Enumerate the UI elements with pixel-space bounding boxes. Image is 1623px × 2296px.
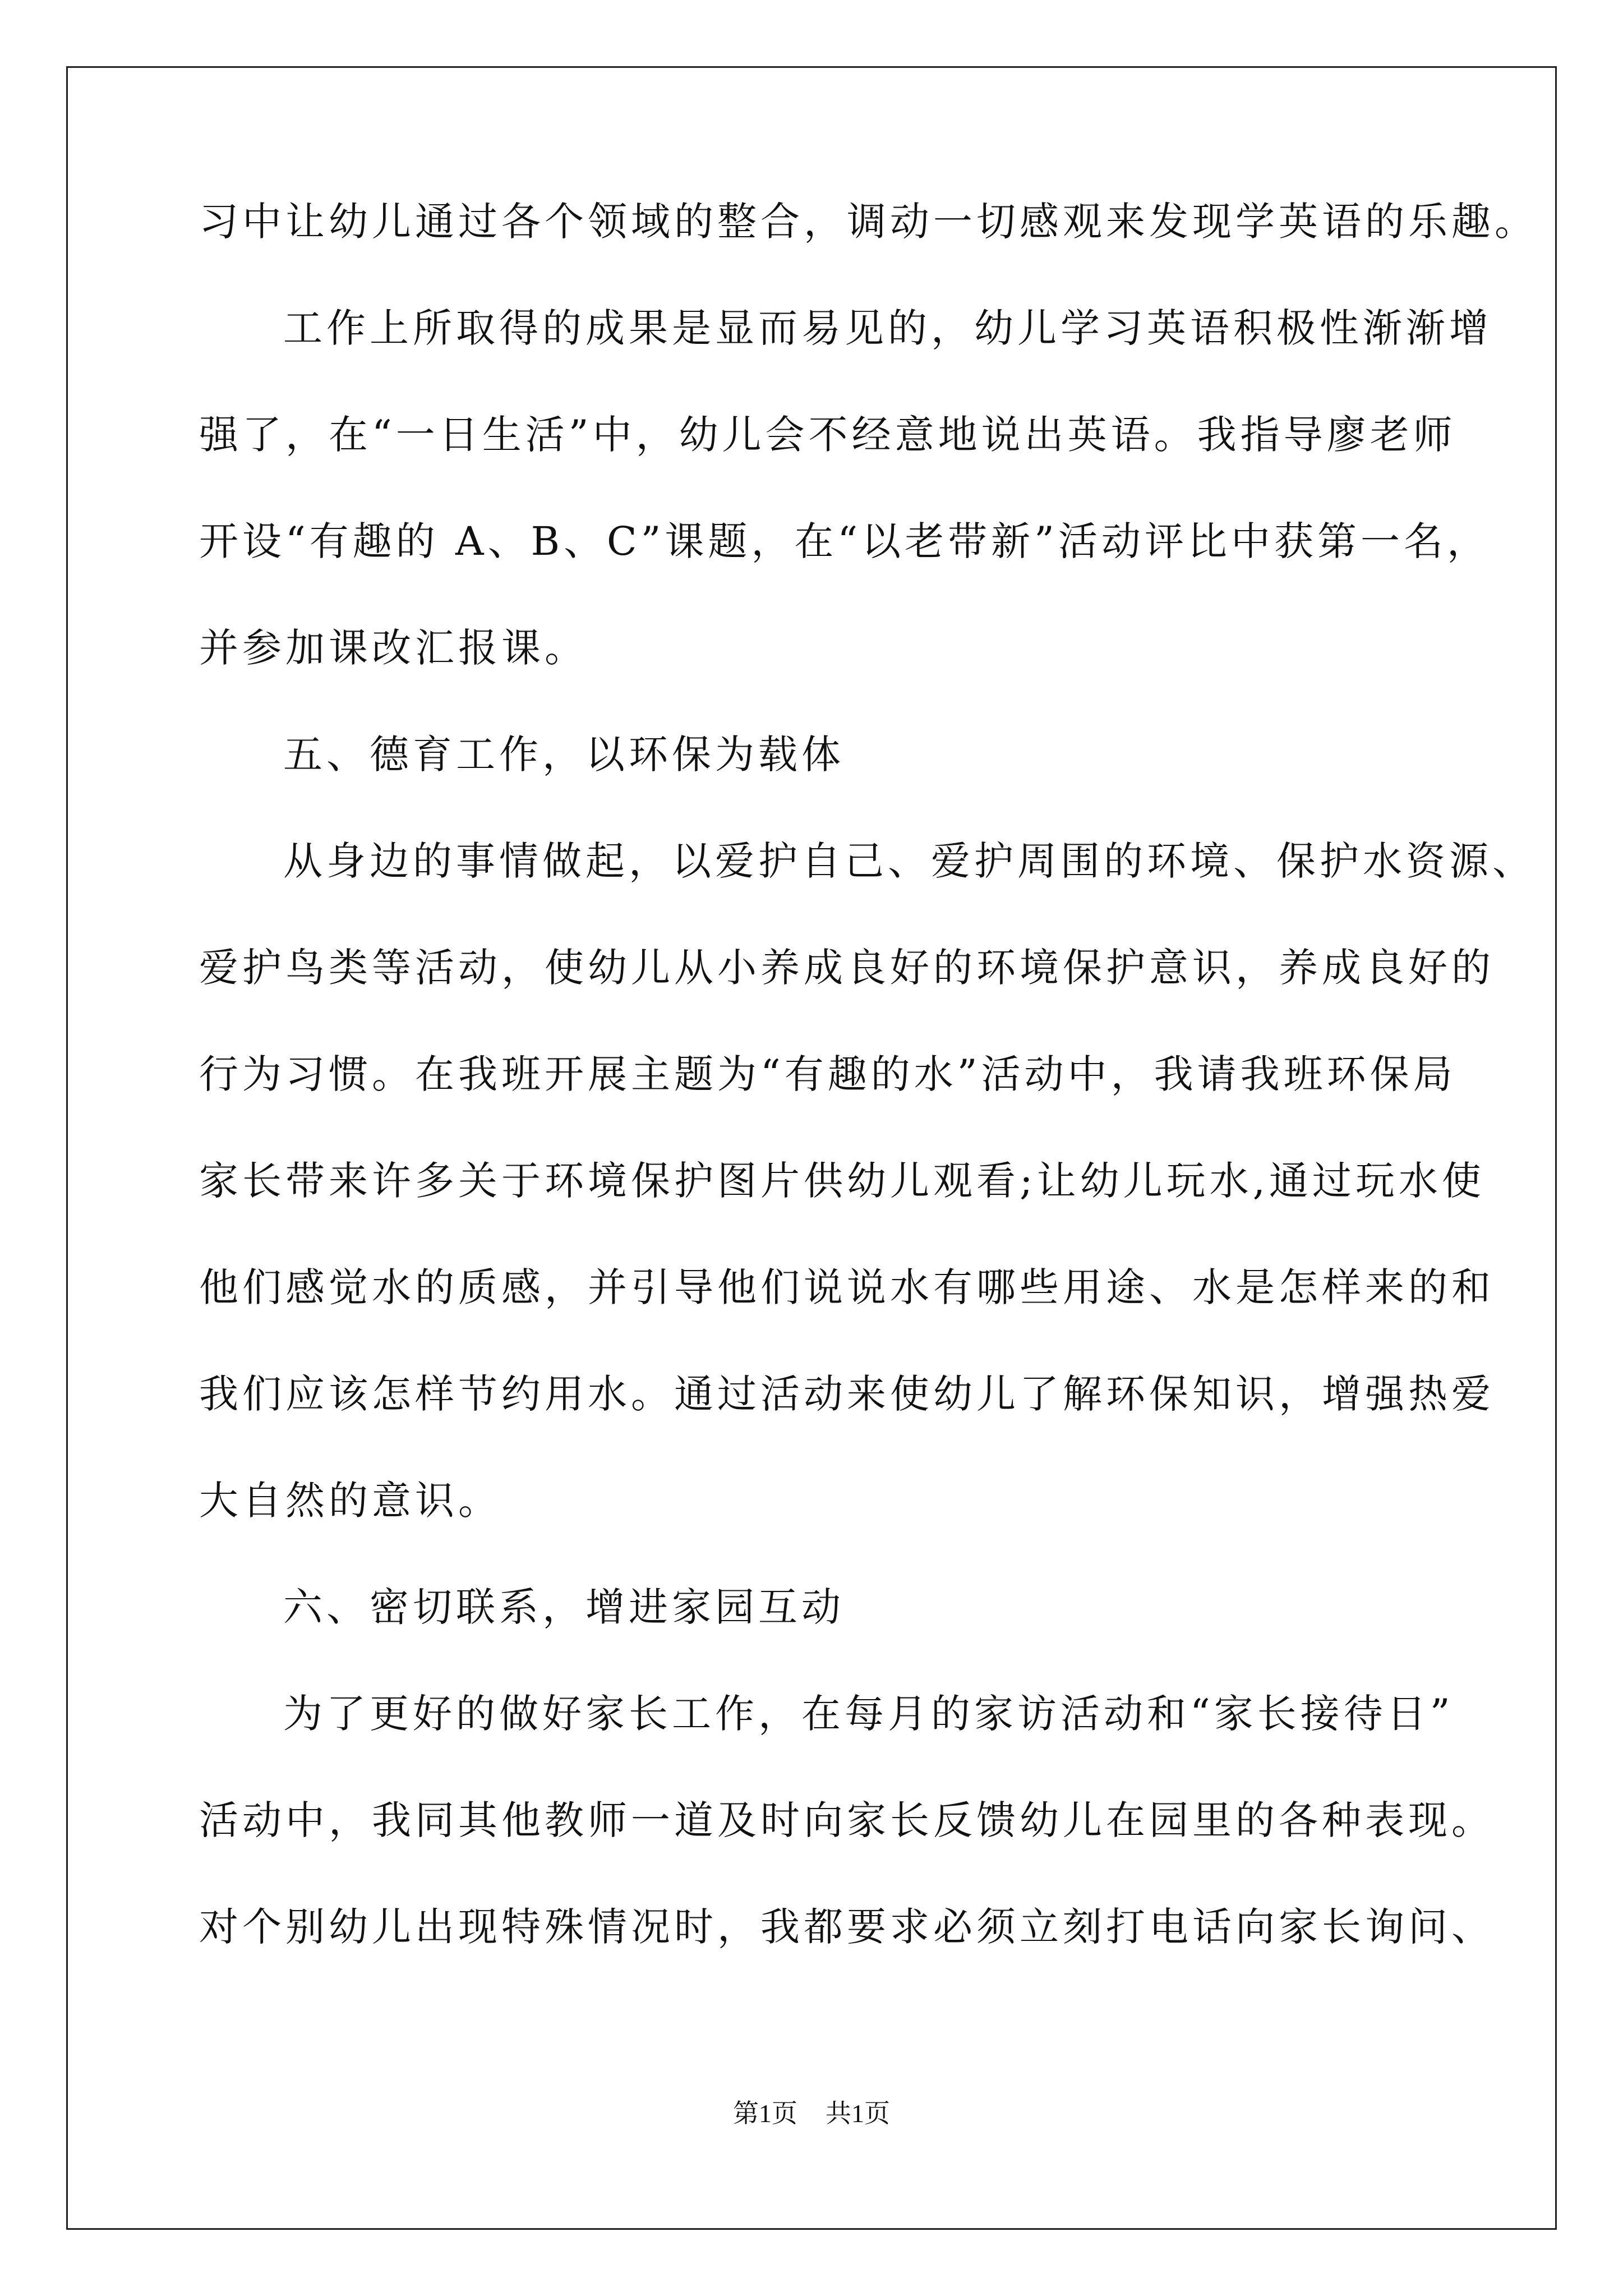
text-line: 家长带来许多关于环境保护图片供幼儿观看;让幼儿玩水,通过玩水使 <box>199 1158 1485 1204</box>
text-line: 他们感觉水的质感，并引导他们说说水有哪些用途、水是怎样来的和 <box>199 1264 1495 1310</box>
text-line: 习中让幼儿通过各个领域的整合，调动一切感观来发现学英语的乐趣。 <box>199 199 1538 245</box>
section-heading: 五、德育工作，以环保为载体 <box>283 731 845 777</box>
text-line: 并参加课改汇报课。 <box>199 625 588 671</box>
text-line: 强了，在“一日生活”中，幼儿会不经意地说出英语。我指导廖老师 <box>199 412 1456 458</box>
page-total: 共1页 <box>826 2099 890 2128</box>
text-line: 大自然的意识。 <box>199 1478 501 1524</box>
text-line: 行为习惯。在我班开展主题为“有趣的水”活动中，我请我班环保局 <box>199 1051 1456 1097</box>
section-heading: 六、密切联系，增进家园互动 <box>283 1584 845 1630</box>
text-line: 爱护鸟类等活动，使幼儿从小养成良好的环境保护意识，养成良好的 <box>199 945 1495 991</box>
text-line: 从身边的事情做起，以爱护自己、爱护周围的环境、保护水资源、 <box>283 838 1536 884</box>
page-footer <box>0 2098 1623 2129</box>
text-line: 活动中，我同其他教师一道及时向家长反馈幼儿在园里的各种表现。 <box>199 1797 1495 1843</box>
text-line: 对个别幼儿出现特殊情况时，我都要求必须立刻打电话向家长询问、 <box>199 1904 1495 1950</box>
text-line: 我们应该怎样节约用水。通过活动来使幼儿了解环保知识，增强热爱 <box>199 1371 1495 1417</box>
text-line: 为了更好的做好家长工作，在每月的家访活动和“家长接待日” <box>283 1691 1454 1737</box>
text-line: 工作上所取得的成果是显而易见的，幼儿学习英语积极性渐渐增 <box>283 305 1492 351</box>
text-line: 开设“有趣的 A、B、C”课题，在“以老带新”活动评比中获第一名， <box>199 518 1490 564</box>
page-number: 第1页 <box>733 2099 797 2128</box>
